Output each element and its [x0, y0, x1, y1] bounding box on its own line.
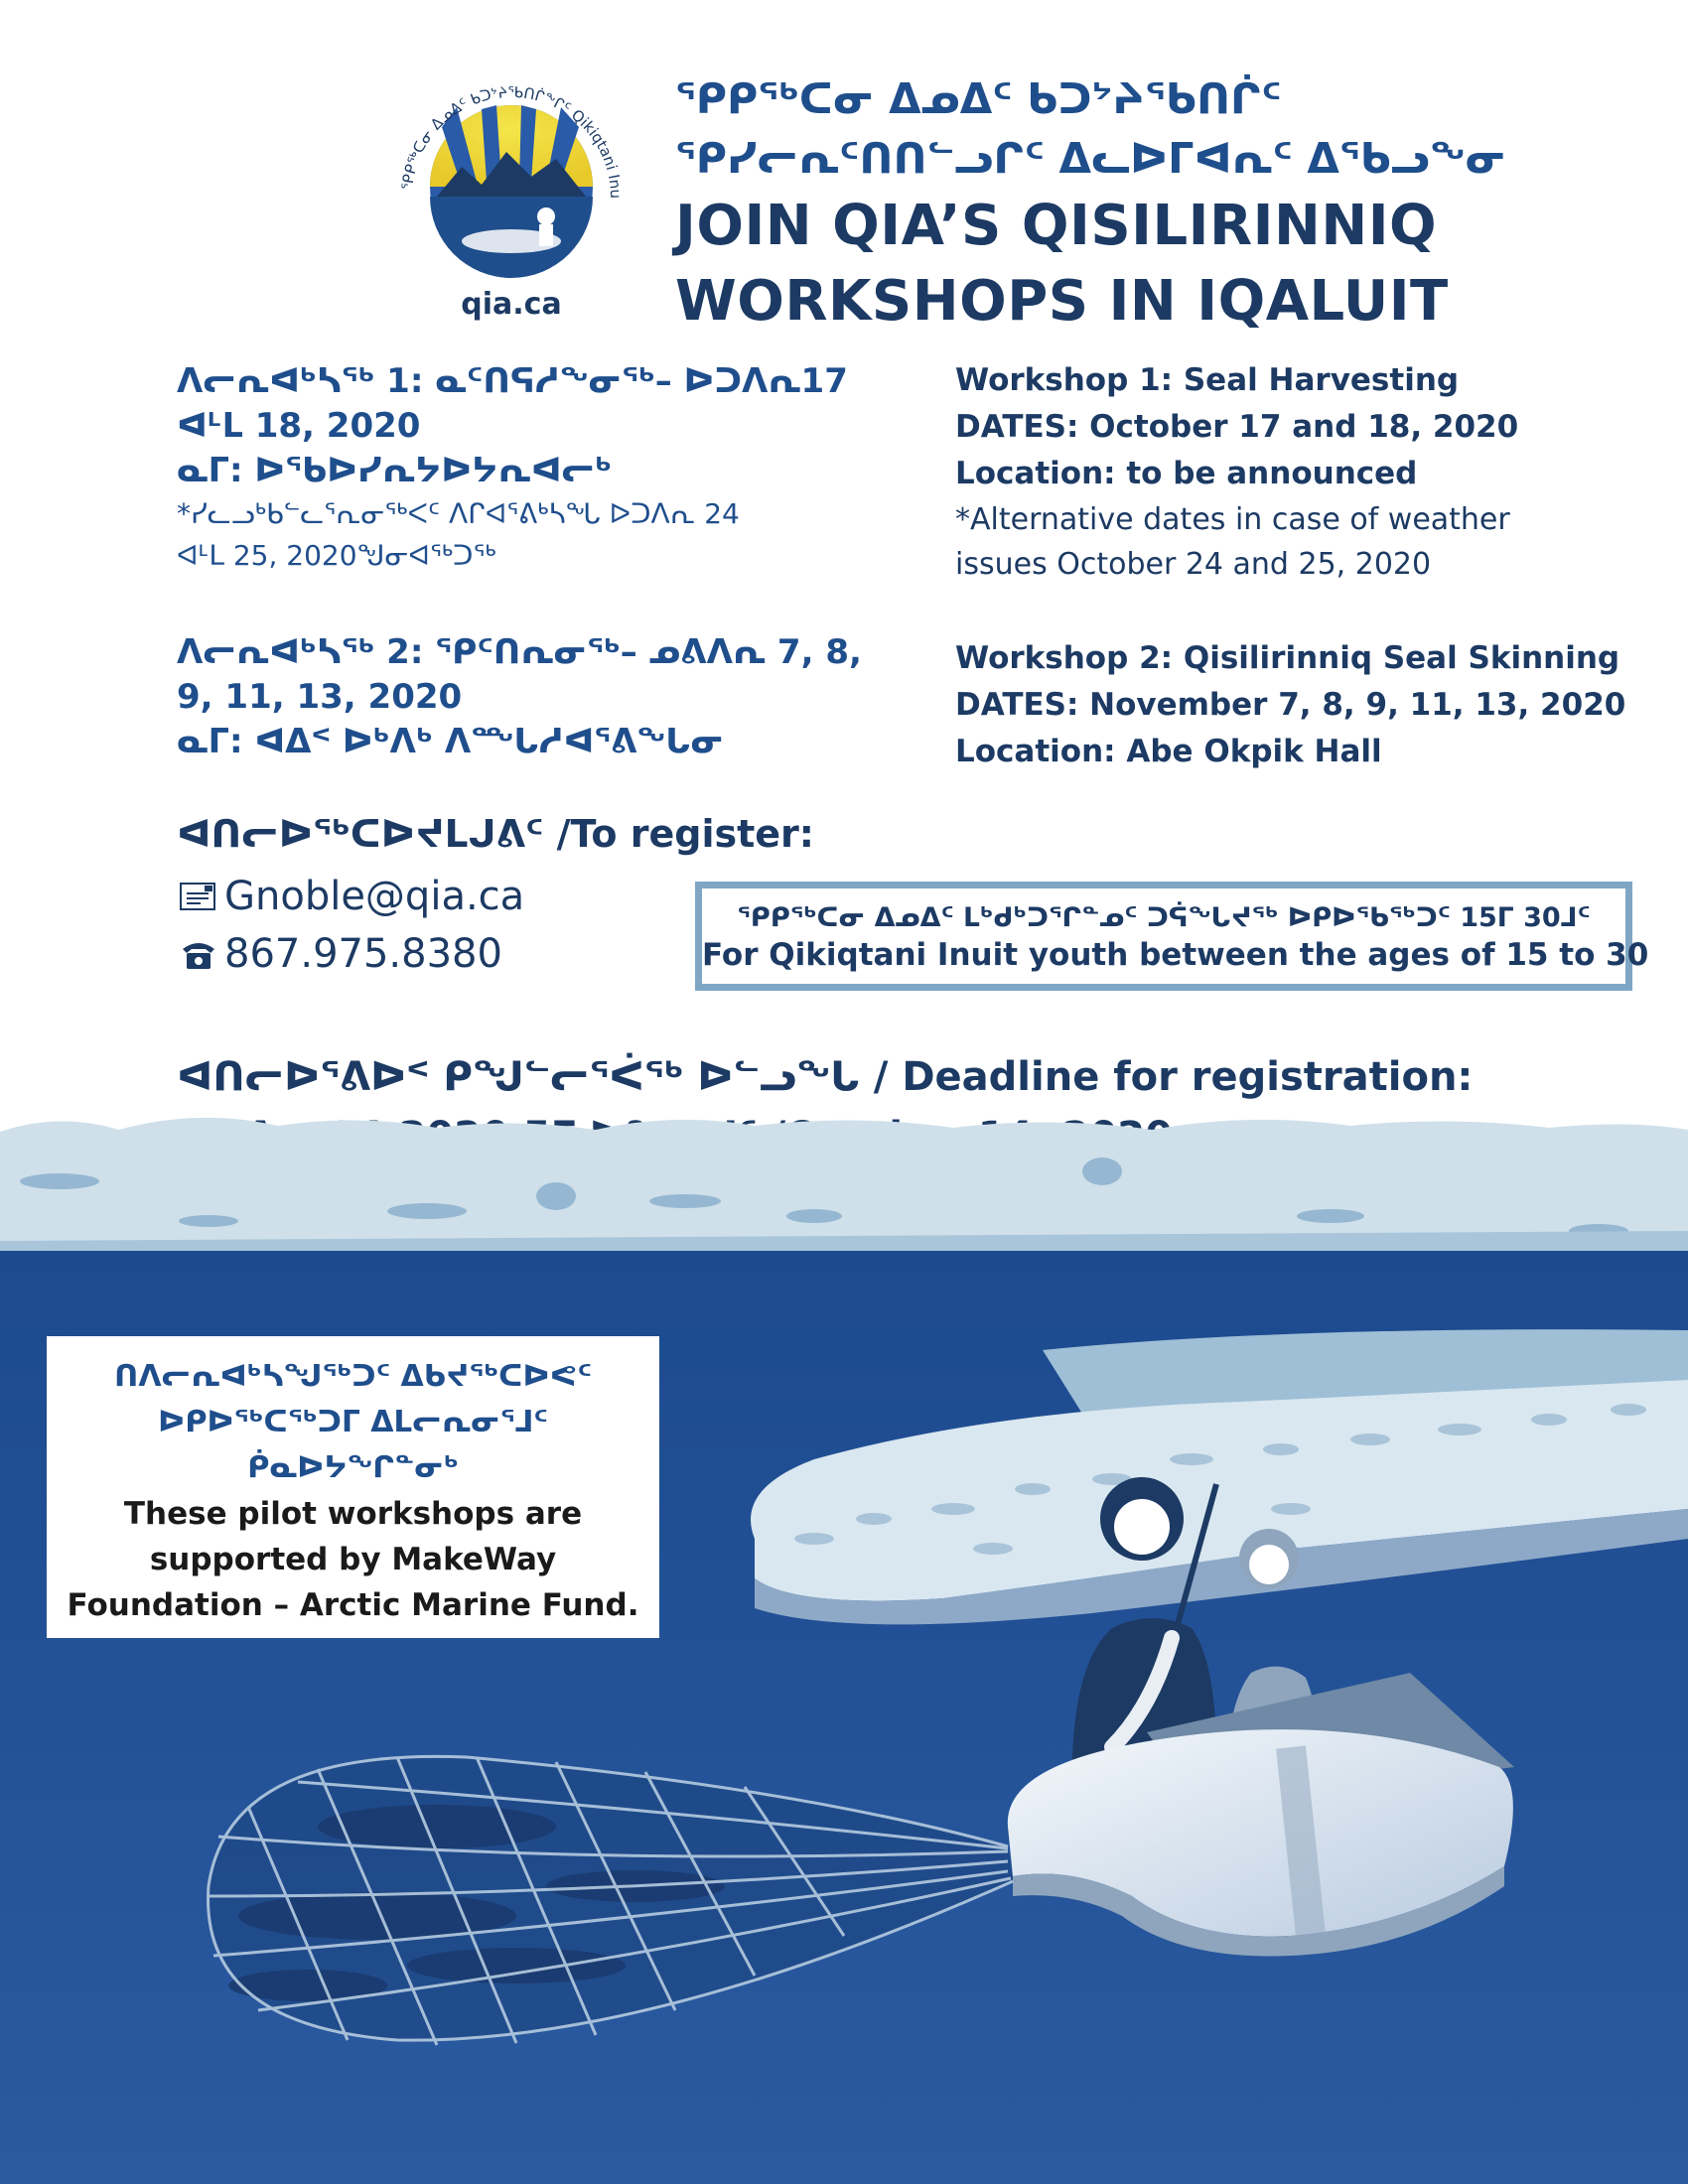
logo-url-text: qia.ca: [461, 287, 562, 322]
workshop2-location: Location: Abe Okpik Hall: [955, 734, 1382, 769]
title-english-2: WORKSHOPS IN IQALUIT: [675, 269, 1449, 334]
title-block: [675, 69, 1569, 340]
sealing-illustration: [0, 1112, 1688, 2184]
qia-logo: [382, 48, 640, 326]
workshop2-dates: DATES: November 7, 8, 9, 11, 13, 2020: [955, 687, 1626, 723]
title-syllabics-2: ᕿᓯᓕᕆᑦᑎᑎᓪᓗᒋᑦ ᐃᓚᐅᒥᐊᕆᑦ ᐃᖃᓗᖕᓂ: [675, 134, 1507, 183]
workshop2-title: Workshop 2: Qisilirinniq Seal Skinning: [955, 640, 1620, 676]
workshop1-syllabics-note2: ᐊᒻᒪ 25, 2020ᖑᓂᐊᖅᑐᖅ: [177, 539, 496, 572]
youth-english: For Qikiqtani Inuit youth between the ages of 15 to 30: [702, 937, 1649, 973]
youth-eligibility-box: [695, 882, 1649, 991]
email-address[interactable]: Gnoble@qia.ca: [224, 874, 525, 919]
workshop2-english: [955, 635, 1650, 775]
sponsor-english-2: supported by MakeWay: [149, 1542, 557, 1577]
workshop1-syllabics: [177, 359, 862, 577]
workshop1-english: [955, 357, 1650, 587]
workshop2-syllabics-line2: 9, 11, 13, 2020: [177, 677, 463, 717]
distant-ice-band: [0, 1118, 1688, 1251]
workshop2-syllabics-line1: ᐱᓕᕆᐊᒃᓴᖅ 2: ᕿᑦᑎᕆᓂᖅ– ᓄᕕᐱᕆ 7, 8,: [177, 632, 862, 672]
phone-contact[interactable]: [179, 931, 502, 977]
email-contact[interactable]: [179, 874, 524, 919]
telephone-icon: [179, 937, 218, 971]
workshop1-note1: *Alternative dates in case of weather: [955, 502, 1510, 537]
workshop1-note2: issues October 24 and 25, 2020: [955, 547, 1432, 582]
sponsor-syllabics-1: ᑎᐱᓕᕆᐊᒃᓴᖑᖅᑐᑦ ᐃᑲᔪᖅᑕᐅᕙᑦ: [114, 1359, 592, 1394]
deadline-line1: ᐊᑎᓕᐅᕐᕕᐅᑉ ᑭᖑᓪᓕᕐᐹᖅ ᐅᓪᓗᖓ / Deadline for registration:: [177, 1054, 1474, 1100]
workshop1-syllabics-line3: ᓇᒥ: ᐅᖃᐅᓯᕆᔭᐅᔭᕆᐊᓕᒃ: [177, 451, 613, 490]
title-syllabics-1: ᕿᑭᖅᑕᓂ ᐃᓄᐃᑦ ᑲᑐᔾᔨᖃᑎᒌᑦ: [675, 74, 1282, 123]
phone-number[interactable]: 867.975.8380: [224, 931, 502, 977]
workshop2-syllabics: [177, 630, 862, 764]
workshop1-dates: DATES: October 17 and 18, 2020: [955, 409, 1519, 445]
sponsor-box: [47, 1336, 659, 1638]
workshop1-location: Location: to be announced: [955, 456, 1418, 491]
workshop1-syllabics-line1: ᐱᓕᕆᐊᒃᓴᖅ 1: ᓇᑦᑎᕋᓱᖕᓂᖅ– ᐅᑐᐱᕆ17: [177, 361, 848, 401]
workshop1-title: Workshop 1: Seal Harvesting: [955, 362, 1460, 398]
sponsor-english-3: Foundation – Arctic Marine Fund.: [67, 1587, 639, 1623]
youth-syllabics: ᕿᑭᖅᑕᓂ ᐃᓄᐃᑦ ᒪᒃᑯᒃᑐᕐᒋᓐᓄᑦ ᑐᕌᖓᔪᖅ ᐅᑭᐅᖃᖅᑐᑦ 15ᒥ 30ᒧᑦ: [737, 902, 1591, 933]
workshop1-syllabics-line2: ᐊᒻᒪ 18, 2020: [177, 406, 421, 446]
title-english-1: JOIN QIA’S QISILIRINNIQ: [675, 194, 1438, 258]
sponsor-syllabics-3: ᑮᓇᐅᔭᖏᓐᓂᒃ: [247, 1450, 459, 1485]
logo-ring-text: ᕿᑭᖅᑕᓂ ᐃᓄᐃᑦ ᑲᑐᔾᔨᖃᑎᒌᖕᒋᑦ Qikiqtani Inu: [398, 82, 626, 200]
envelope-icon: [179, 880, 218, 913]
register-heading: ᐊᑎᓕᐅᖅᑕᐅᔪᒪᒍᕕᑦ /To register:: [177, 812, 814, 856]
sponsor-syllabics-2: ᐅᑭᐅᖅᑕᖅᑐᒥ ᐃᒪᓕᕆᓂᕐᒧᑦ: [158, 1405, 548, 1439]
qia-emblem-icon: [382, 48, 640, 326]
workshop2-syllabics-line3: ᓇᒥ: ᐊᐃᑉ ᐅᒃᐱᒃ ᐱᙵᓱᐊᕐᕕᖓᓂ: [177, 722, 725, 761]
sponsor-english-1: These pilot workshops are: [123, 1496, 583, 1532]
workshop1-syllabics-note1: *ᓯᓚᓗᒃᑲᓪᓚᕐᕆᓂᖅᐸᑦ ᐱᒋᐊᕐᕕᒃᓴᖓ ᐅᑐᐱᕆ 24: [177, 497, 740, 530]
